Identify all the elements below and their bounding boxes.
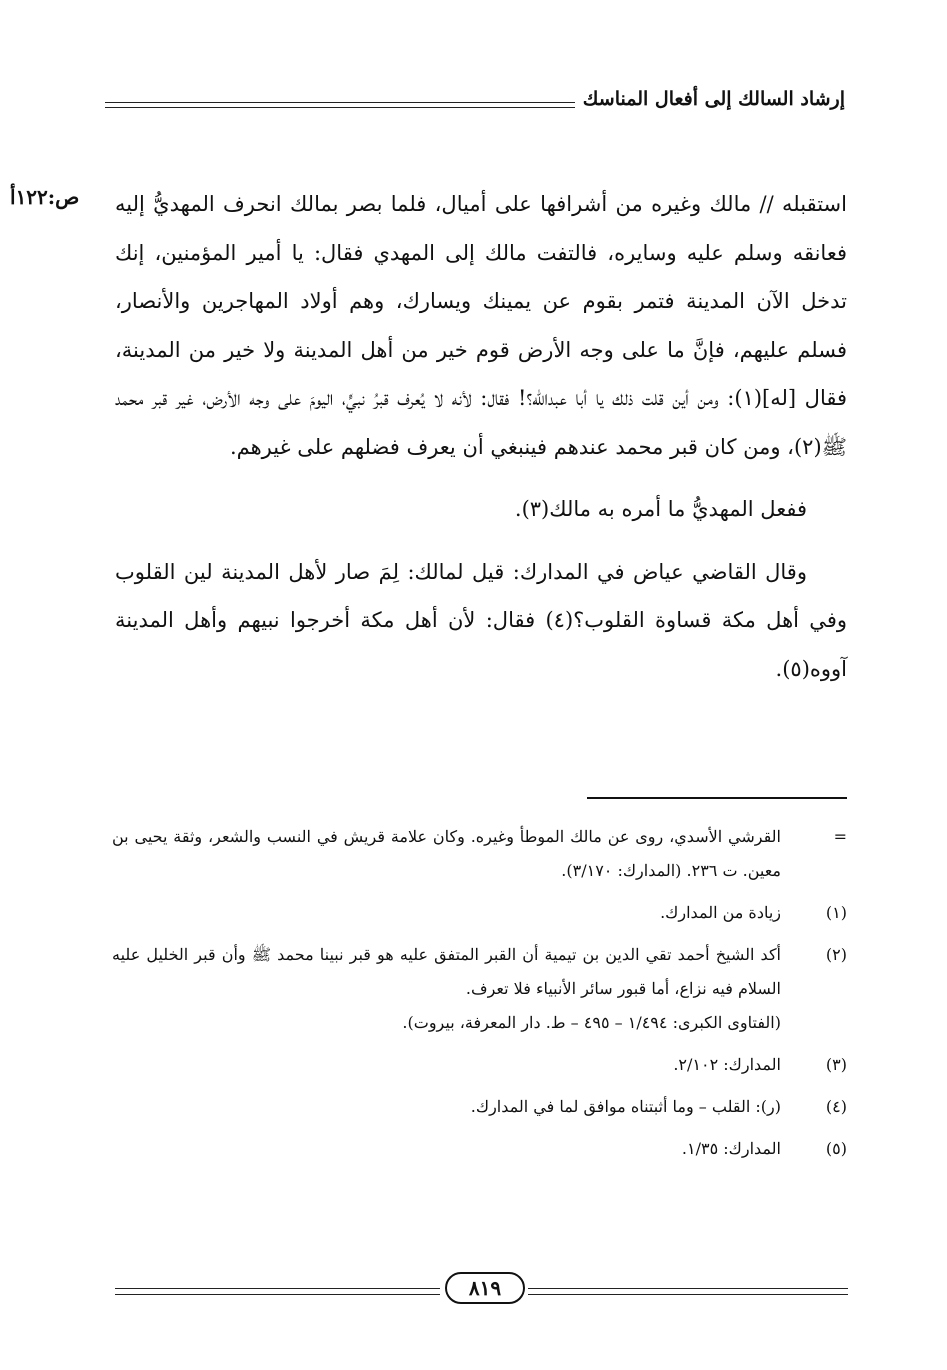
footnote-text: (ر): القلب – وما أثبتناه موافق لما في المدارك. xyxy=(470,1097,781,1116)
header-rule xyxy=(105,102,575,108)
footnotes xyxy=(112,820,847,1174)
paragraph-3: وقال القاضي عياض في المدارك: قيل لمالك: لِمَ صار لأهل المدينة لين القلوب وفي أهل مكة قساوة القلوب؟(٤) فقال: لأن أهل مكة أخرجوا نبيهم وأهل المدينة آووه(٥). xyxy=(115,559,847,681)
page-number: ٨١٩ xyxy=(445,1272,525,1304)
footnote-text: أكد الشيخ أحمد تقي الدين بن تيمية أن القبر المتفق عليه هو قبر نبينا محمد ﷺ وأن قبر الخليل عليه السلام فيه نزاع، أما قبور سائر الأنبياء فلا تعرف. xyxy=(112,945,782,998)
footer-rule-left xyxy=(115,1288,440,1295)
footnote-1 xyxy=(112,896,847,930)
footnote-3 xyxy=(112,1048,847,1082)
footnote-text: زيادة من المدارك. xyxy=(660,903,781,922)
footnote-2 xyxy=(112,938,847,1040)
footer-rule-right xyxy=(528,1288,848,1295)
header-title: إرشاد السالك إلى أفعال المناسك xyxy=(582,88,845,110)
footnote-continuation xyxy=(112,820,847,888)
paragraph-1: استقبله // مالك وغيره من أشرافها على أميال، فلما بصر بمالك انحرف المهديُّ إليه فعانقه وسلم عليه وسايره، فالتفت مالك إلى المهدي فقال: يا أمير المؤمنين، إنك تدخل الآن المدينة فتمر بقوم عن يمينك ويسارك، وهم أولاد المهاجرين والأنصار، فسلم عليهم، فإنَّ ما على وجه الأرض قوم خير من أهل المدينة ولا خير من المدينة، فقال [له](١): ومن أين قلت ذلك يا أبا عبدالله؟! فقال: لأنه لا يُعرف قبرُ نبيٍّ، اليومَ على وجه الأرض، غير قبر محمد ﷺ(٢)، ومن كان قبر محمد عندهم فينبغي أن يعرف فضلهم على غيرهم. xyxy=(115,192,848,459)
footnote-marker: = xyxy=(833,827,847,846)
footnote-marker: (٥) xyxy=(825,1139,847,1158)
manuscript-folio-reference: ص:١٢٢أ xyxy=(10,185,80,209)
footnote-marker: (٤) xyxy=(825,1097,847,1116)
footnote-marker: (٣) xyxy=(825,1055,847,1074)
running-header xyxy=(105,88,845,120)
footnote-text: القرشي الأسدي، روى عن مالك الموطأ وغيره. وكان علامة قريش في النسب والشعر، وثقة يحيى بن معين. ت ٢٣٦. (المدارك: ٣/١٧٠). xyxy=(112,827,781,880)
footnote-citation: (الفتاوى الكبرى: ١/٤٩٤ – ٤٩٥ – ط. دار المعرفة، بيروت). xyxy=(402,1013,781,1032)
footnote-4 xyxy=(112,1090,847,1124)
main-text xyxy=(115,180,847,693)
footnote-text: المدارك: ٢/١٠٢. xyxy=(673,1055,781,1074)
footnote-separator xyxy=(587,797,847,799)
footnote-marker: (١) xyxy=(825,903,847,922)
footnote-text: المدارك: ١/٣٥. xyxy=(681,1139,781,1158)
paragraph-2: ففعل المهديُّ ما أمره به مالك(٣). xyxy=(514,497,807,521)
footnote-5 xyxy=(112,1132,847,1166)
footnote-marker: (٢) xyxy=(825,945,847,964)
page-footer xyxy=(115,1270,848,1310)
